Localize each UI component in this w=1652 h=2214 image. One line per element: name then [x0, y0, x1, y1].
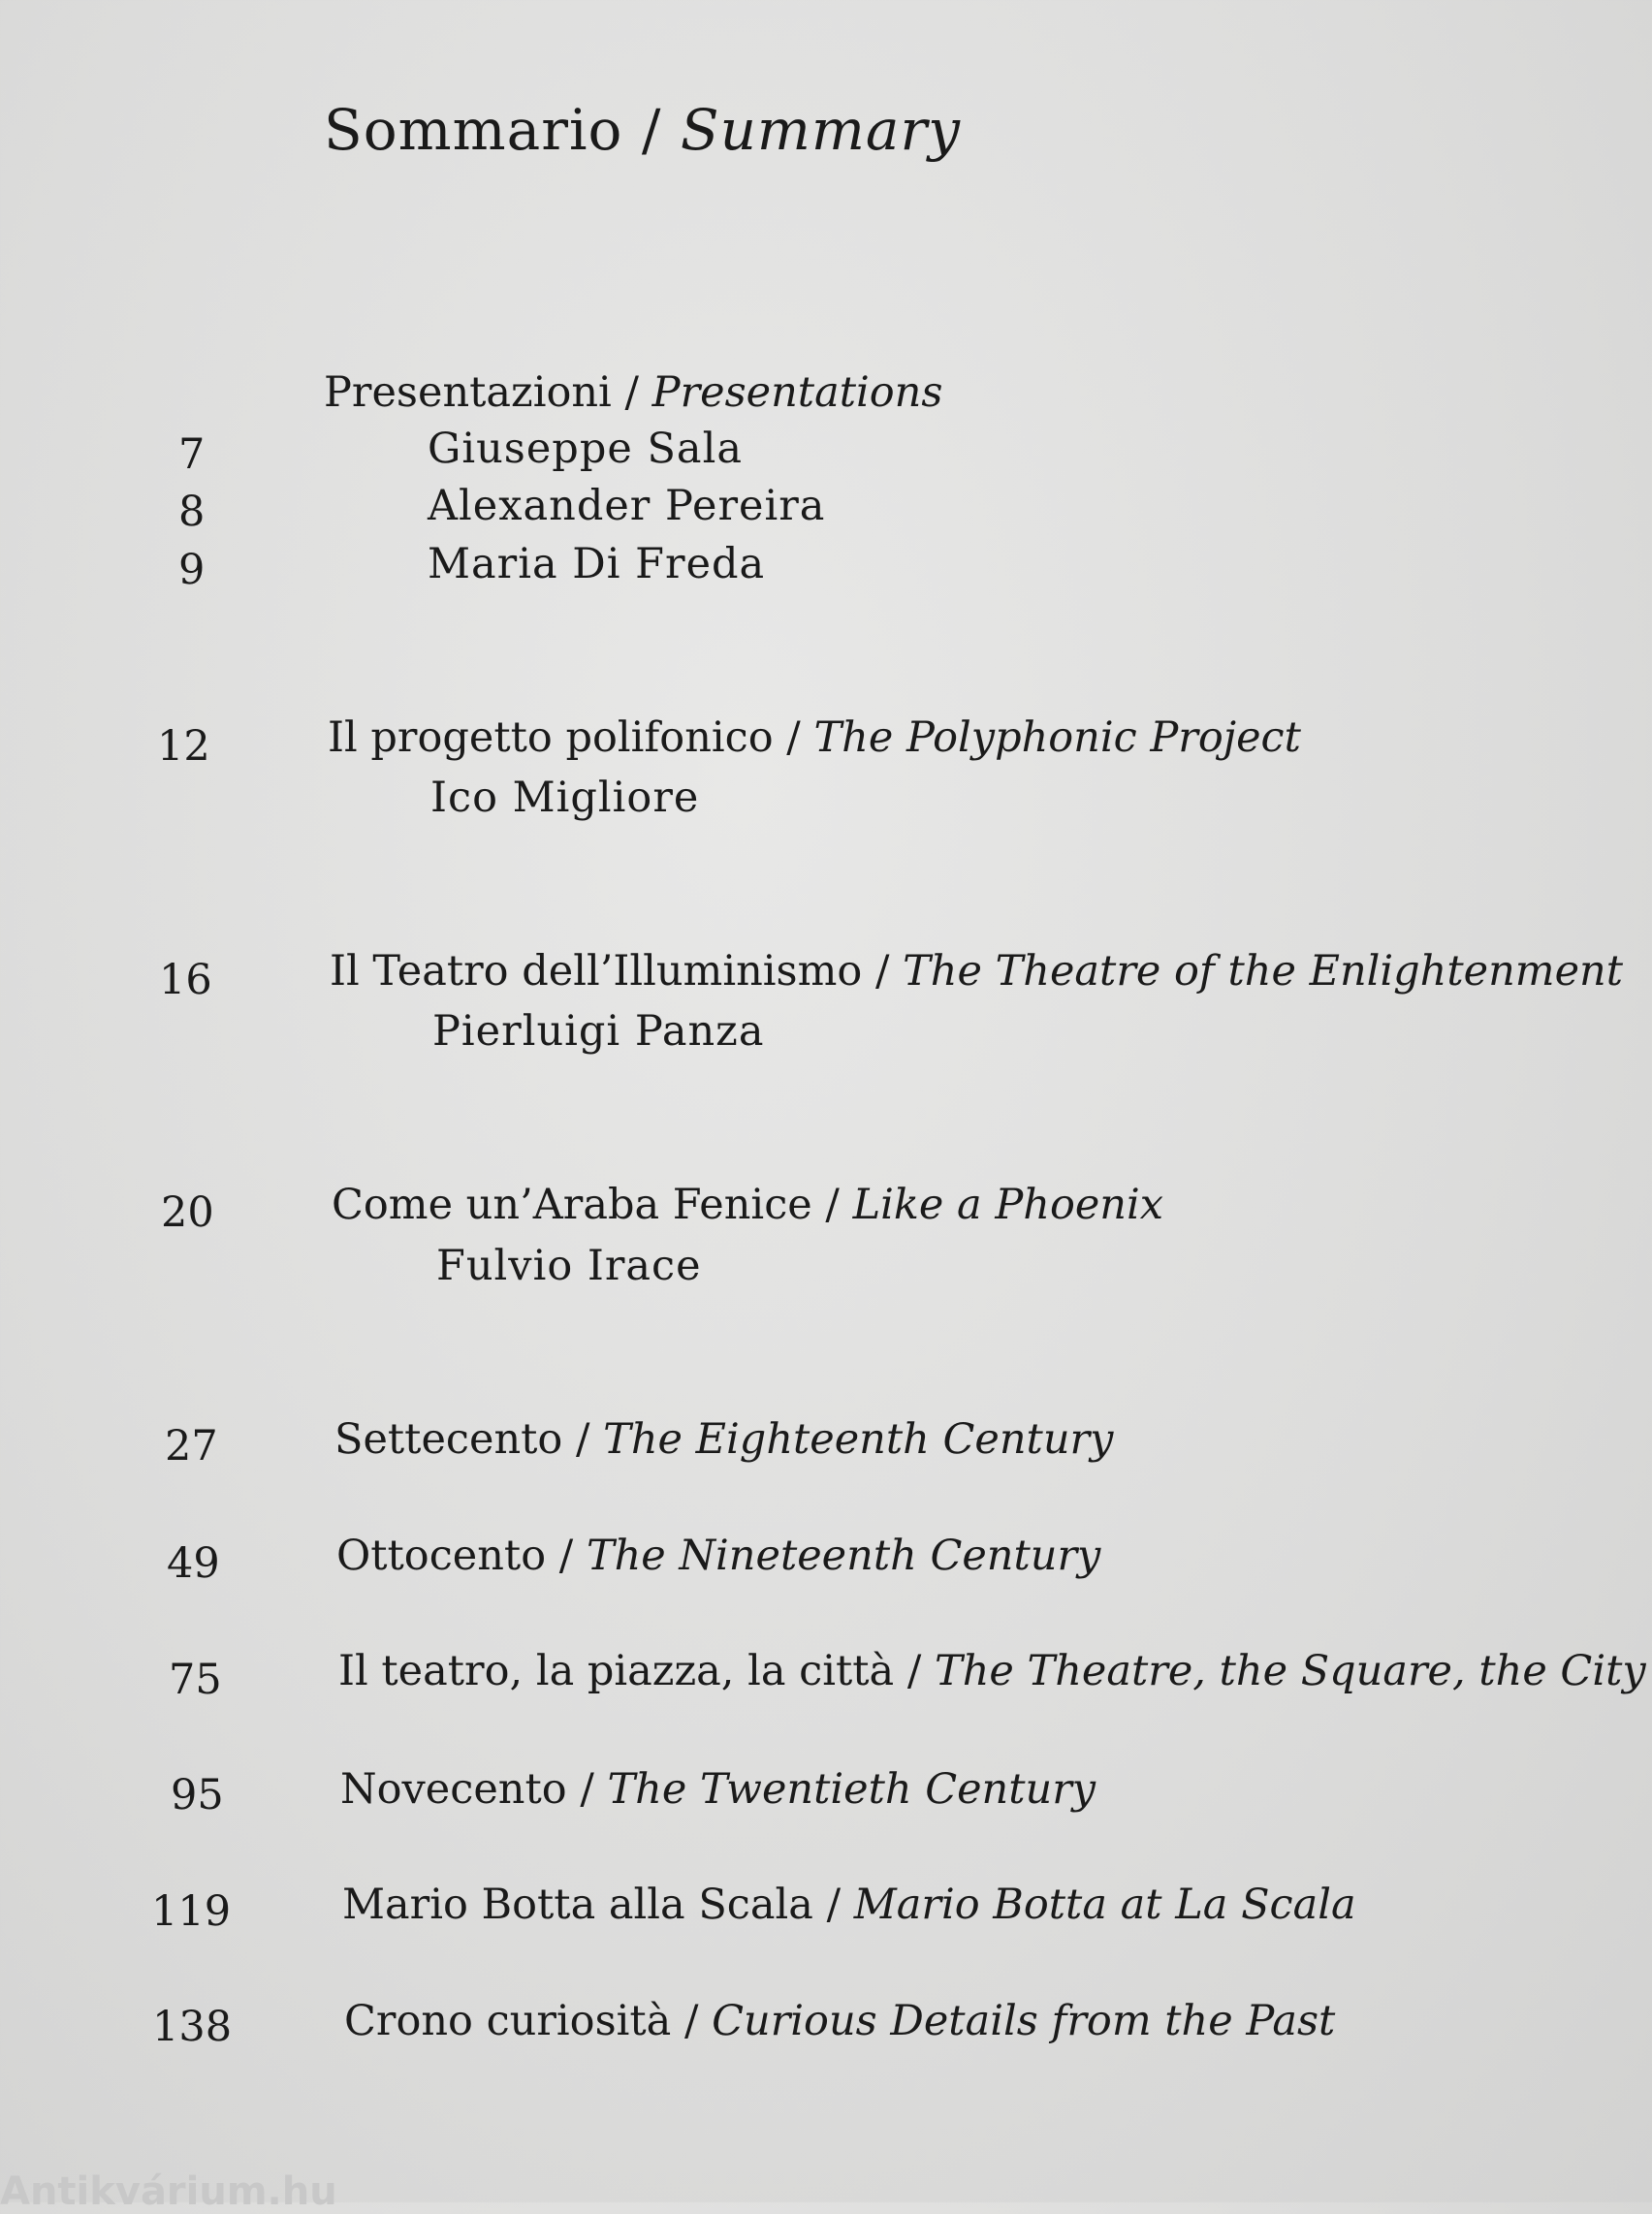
title-main: Sommario [324, 97, 623, 163]
page-number: 49 [167, 1539, 220, 1588]
toc-author: Fulvio Irace [436, 1242, 702, 1290]
page-number: 95 [171, 1771, 224, 1819]
toc-entry-novecento: Novecento / The Twentieth Century [340, 1765, 1096, 1814]
page-number: 16 [159, 956, 212, 1004]
page-number: 12 [157, 722, 210, 771]
page-title [324, 97, 961, 163]
page-number: 75 [169, 1656, 222, 1704]
title-separator: / [641, 97, 662, 163]
toc-entry-phoenix: Come un’Araba Fenice / Like a Phoenix [332, 1181, 1164, 1229]
toc-author: Pierluigi Panza [432, 1007, 765, 1056]
toc-heading-presentations: Presentazioni / Presentations [324, 368, 943, 417]
toc-entry-ottocento: Ottocento / The Nineteenth Century [336, 1532, 1101, 1580]
page-number: 119 [151, 1887, 232, 1936]
page-number: 27 [165, 1422, 218, 1471]
page-number: 7 [178, 430, 206, 479]
toc-entry-teatro-piazza: Il teatro, la piazza, la città / The Theatre, the Square, the City [338, 1647, 1646, 1695]
toc-entry-polyphonic: Il progetto polifonico / The Polyphonic Project [328, 713, 1301, 762]
toc-author: Giuseppe Sala [428, 425, 743, 473]
toc-author: Ico Migliore [430, 774, 700, 822]
toc-author: Alexander Pereira [428, 482, 826, 530]
watermark: Antikvárium.hu [0, 2169, 337, 2214]
toc-entry-botta: Mario Botta alla Scala / Mario Botta at La Scala [342, 1881, 1356, 1929]
toc-entry-settecento: Settecento / The Eighteenth Century [334, 1415, 1114, 1464]
toc-entry-crono: Crono curiosità / Curious Details from the Past [344, 1997, 1336, 2045]
page-number: 138 [152, 2003, 233, 2051]
page-number: 9 [178, 546, 206, 594]
toc-entry-theatre: Il Teatro dell’Illuminismo / The Theatre of the Enlightenment [330, 947, 1623, 996]
page-number: 20 [161, 1188, 214, 1237]
title-italic: Summary [680, 97, 961, 163]
toc-author: Maria Di Freda [428, 540, 766, 588]
page-number: 8 [178, 488, 206, 536]
